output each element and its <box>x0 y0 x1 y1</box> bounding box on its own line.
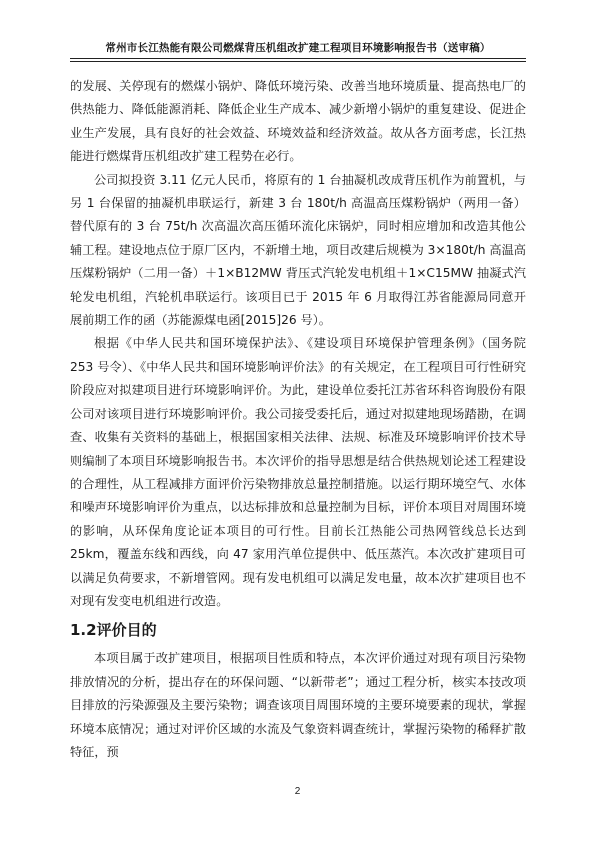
paragraph-evaluation-purpose: 本项目属于改扩建项目，根据项目性质和特点，本次评价通过对现有项目污染物排放情况的分析，提出存在的环保问题、“以新带老”；通过工程分析，核实本技改项目排放的污染源强及主要污染物；调查该项目周围环境的主要环境要素的现状，掌握环境本底情况；通过对评价区域的水流及气象资料调查统计，掌握污染物的稀释扩散特征，预 <box>70 651 526 759</box>
document-header: 常州市长江热能有限公司燃煤背压机组改扩建工程项目环境影响报告书（送审稿） <box>105 42 491 54</box>
section-heading: 1.2评价目的 <box>70 621 157 640</box>
header-rule-thin <box>70 61 526 62</box>
header-rule <box>70 58 526 59</box>
document-body <box>70 75 526 764</box>
page-number: 2 <box>294 786 301 797</box>
paragraph-continuation: 的发展、关停现有的燃煤小锅炉、降低环境污染、改善当地环境质量、提高热电厂的供热能力、降低能源消耗、降低企业生产成本、减少新增小锅炉的重复建设、促进企业生产发展，具有良好的社会效益、环境效益和经济效益。故从各方面考虑，长江热能进行燃煤背压机组改扩建工程势在必行。 <box>70 79 526 164</box>
paragraph-legal-basis: 根据《中华人民共和国环境保护法》、《建设项目环境保护管理条例》（国务院 253 号令）、《中华人民共和国环境影响评价法》的有关规定，在工程项目可行性研究阶段应对拟建项目进行环境影响评价。为此，建设单位委托江苏省环科咨询股份有限公司对该项目进行环境影响评价。我公司接受委托后，通过对拟建地现场踏勘，在调查、收集有关资料的基础上，根据国家相关法律、法规、标准及环境影响评价技术导则编制了本项目环境影响报告书。本次评价的指导思想是结合供热规划论述工程建设的合理性，从工程减排方面评价污染物排放总量控制措施。以运行期环境空气、水体和噪声环境影响评价为重点，以达标排放和总量控制为目标，评价本项目对周围环境的影响，从环保角度论证本项目的可行性。目前长江热能公司热网管线总长达到 25km，覆盖东线和西线，向 47 家用汽单位提供中、低压蒸汽。本次改扩建项目可以满足负荷要求，不新增管网。现有发电机组可以满足发电量，故本次扩建项目也不对现有发变电机组进行改造。 <box>70 336 526 608</box>
paragraph-investment: 公司拟投资 3.11 亿元人民币，将原有的 1 台抽凝机改成背压机作为前置机，与另 1 台保留的抽凝机串联运行，新建 3 台 180t/h 高温高压煤粉锅炉（两用一备）替代原有的 3 台 75t/h 次高温次高压循环流化床锅炉，同时相应增加和改造其他公辅工程。建设地点位于原厂区内，不新增土地，项目改建后规模为 3×180t/h 高温高压煤粉锅炉（二用一备）＋1×B12MW 背压式汽轮发电机组＋1×C15MW 抽凝式汽轮发电机组，汽轮机串联运行。该项目已于 2015 年 6 月取得江苏省能源局同意开展前期工作的函（苏能源煤电函[2015]26 号）。 <box>70 172 526 328</box>
